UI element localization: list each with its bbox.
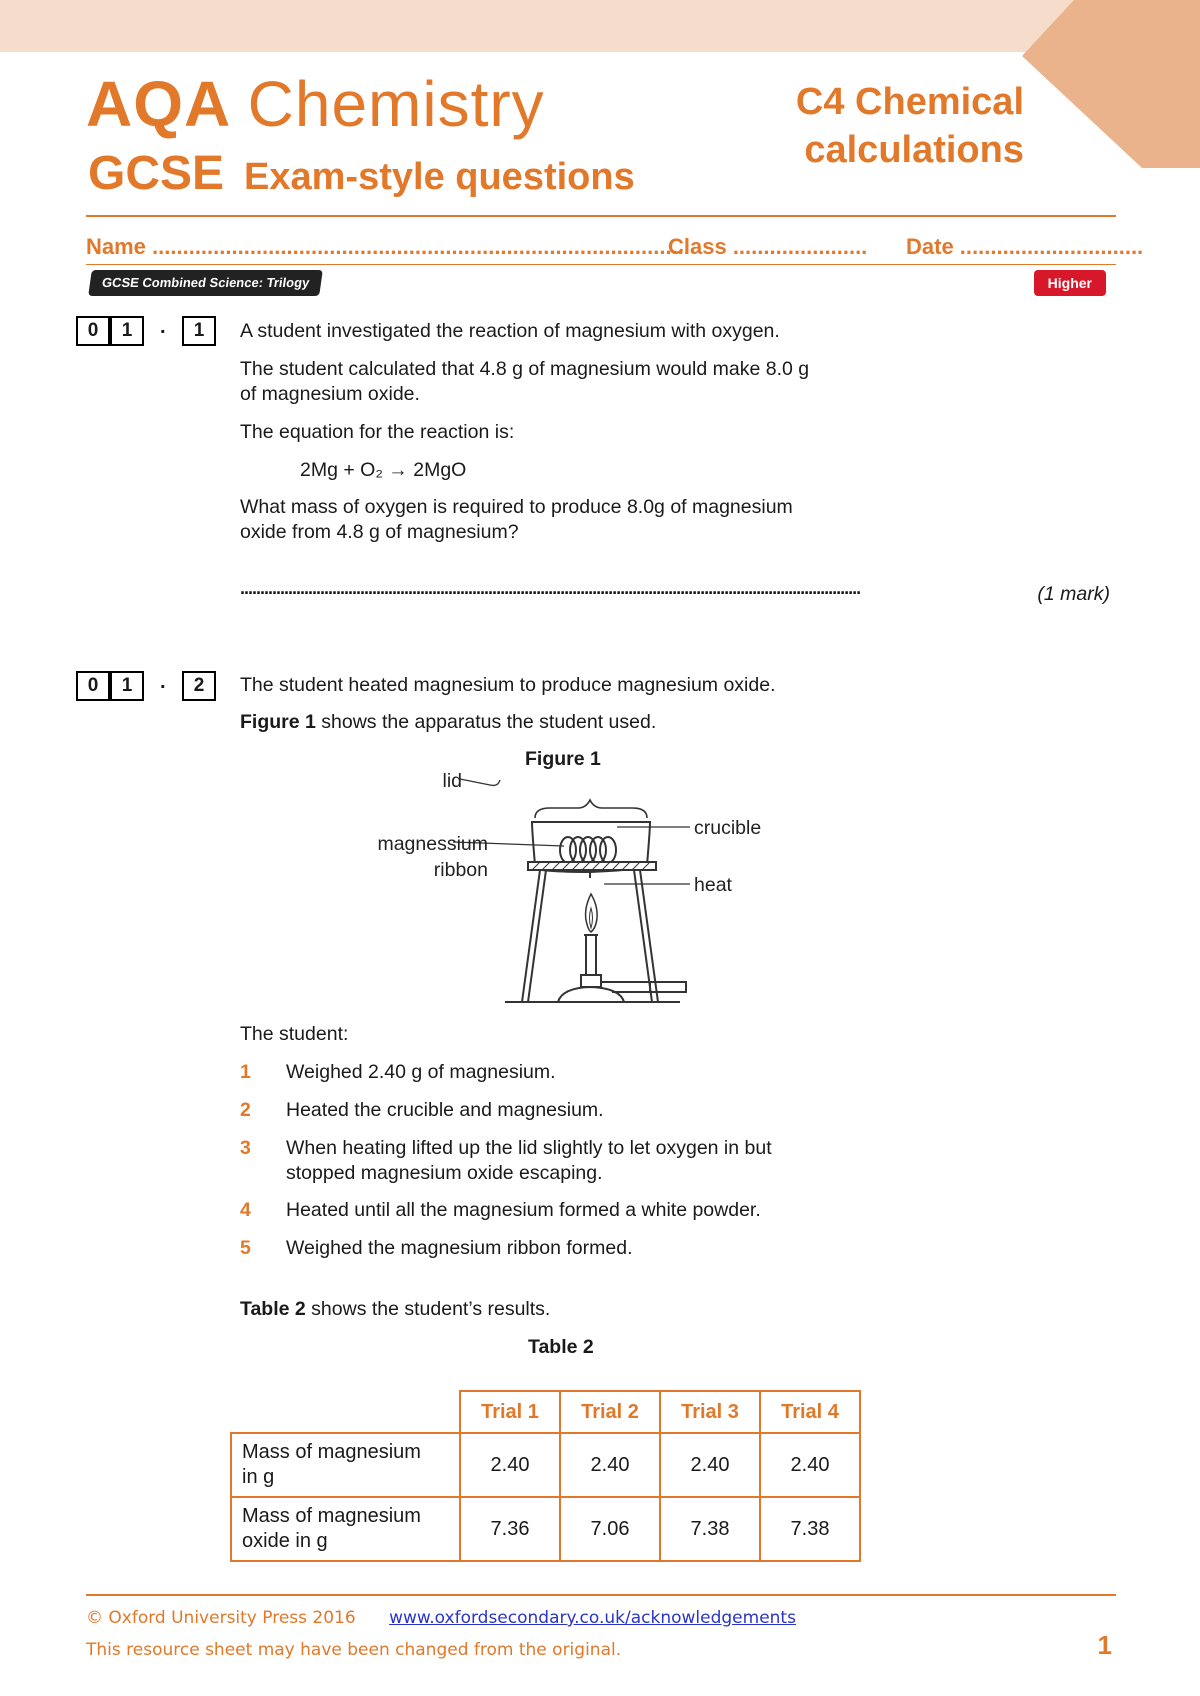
table-cell: 2.40 bbox=[760, 1433, 860, 1497]
label-lid: lid bbox=[442, 770, 462, 792]
qnum-part: 1 bbox=[182, 316, 216, 346]
qnum-dot: . bbox=[160, 316, 166, 338]
corner-decoration bbox=[1022, 0, 1200, 168]
topic-line-2: calculations bbox=[804, 129, 1024, 171]
step-text: Heated until all the magnesium formed a white powder. bbox=[286, 1199, 761, 1221]
lid-brace bbox=[535, 800, 647, 818]
step-text: Weighed the magnesium ribbon formed. bbox=[286, 1237, 633, 1259]
question-number-01-1 bbox=[76, 316, 226, 344]
row-label-line-2: oxide in g bbox=[242, 1530, 328, 1552]
step-number: 3 bbox=[240, 1137, 251, 1159]
qnum-dot: . bbox=[160, 671, 166, 693]
table-cell: 7.38 bbox=[760, 1497, 860, 1561]
q1-question-line-1: What mass of oxygen is required to produce 8.0g of magnesium bbox=[240, 496, 793, 518]
label-heat: heat bbox=[694, 874, 732, 896]
step-1 bbox=[240, 1060, 940, 1098]
step-2 bbox=[240, 1098, 940, 1136]
step-text: Heated the crucible and magnesium. bbox=[286, 1099, 604, 1121]
column-header: Trial 2 bbox=[560, 1391, 660, 1433]
brand-aqa: AQA bbox=[86, 68, 229, 140]
topic-title bbox=[796, 78, 1024, 174]
details-rule bbox=[86, 264, 1116, 265]
qnum-digit-2: 1 bbox=[110, 316, 144, 346]
label-magnesium-line-1: magnessium bbox=[377, 833, 488, 855]
step-3 bbox=[240, 1136, 940, 1198]
footer-credits bbox=[86, 1608, 796, 1628]
figure-1-apparatus bbox=[350, 770, 800, 1015]
table-cell: 7.38 bbox=[660, 1497, 760, 1561]
brand-gcse: GCSE bbox=[88, 147, 225, 200]
step-text-cont: stopped magnesium oxide escaping. bbox=[286, 1162, 603, 1184]
question-number-01-2 bbox=[76, 671, 226, 699]
row-label-line-1: Mass of magnesium bbox=[242, 1505, 421, 1527]
brand-title bbox=[86, 68, 545, 140]
q1-question-line-2: oxide from 4.8 g of magnesium? bbox=[240, 521, 519, 543]
q1-equation-intro: The equation for the reaction is: bbox=[240, 421, 515, 443]
header-rule bbox=[86, 215, 1116, 217]
acknowledgements-link[interactable]: www.oxfordsecondary.co.uk/acknowledgements bbox=[389, 1608, 796, 1628]
table-header-row bbox=[231, 1391, 860, 1433]
table-title: Table 2 bbox=[528, 1336, 594, 1358]
date-field[interactable]: Date .............................. bbox=[906, 234, 1144, 259]
table-cell: 2.40 bbox=[560, 1433, 660, 1497]
course-tag: GCSE Combined Science: Trilogy bbox=[88, 270, 323, 296]
table-row bbox=[231, 1433, 860, 1497]
q1-intro: A student investigated the reaction of magnesium with oxygen. bbox=[240, 320, 780, 342]
tier-tag: Higher bbox=[1034, 270, 1106, 296]
table-cell: 2.40 bbox=[660, 1433, 760, 1497]
table-ref-bold: Table 2 bbox=[240, 1298, 306, 1320]
step-number: 5 bbox=[240, 1237, 251, 1259]
copyright: © Oxford University Press 2016 bbox=[86, 1608, 356, 1628]
step-number: 1 bbox=[240, 1061, 251, 1083]
class-field[interactable]: Class ...................... bbox=[668, 234, 868, 259]
step-5 bbox=[240, 1236, 940, 1274]
q1-marks: (1 mark) bbox=[1037, 583, 1110, 605]
brand-subject: Chemistry bbox=[247, 68, 545, 140]
column-header: Trial 1 bbox=[460, 1391, 560, 1433]
label-magnesium-line-2: ribbon bbox=[433, 859, 488, 881]
step-text: When heating lifted up the lid slightly to let oxygen in but bbox=[286, 1137, 772, 1159]
footer-rule bbox=[86, 1594, 1116, 1596]
qnum-digit-2: 1 bbox=[110, 671, 144, 701]
step-number: 4 bbox=[240, 1199, 251, 1221]
table-cell: 7.36 bbox=[460, 1497, 560, 1561]
q1-calc-line-1: The student calculated that 4.8 g of magnesium would make 8.0 g bbox=[240, 358, 810, 380]
footer-note: This resource sheet may have been changed from the original. bbox=[86, 1640, 622, 1660]
q1-calc-line-2: of magnesium oxide. bbox=[240, 383, 420, 405]
bunsen-burner bbox=[558, 935, 686, 1002]
steps-intro: The student: bbox=[240, 1023, 349, 1045]
step-text: Weighed 2.40 g of magnesium. bbox=[286, 1061, 556, 1083]
brand-subtitle bbox=[88, 147, 635, 200]
table-ref bbox=[240, 1297, 550, 1322]
q1-answer-line[interactable]: ........................................................................................................................................................... bbox=[240, 578, 861, 598]
row-label bbox=[231, 1433, 460, 1497]
brand-type: Exam-style questions bbox=[244, 156, 635, 198]
qnum-part: 2 bbox=[182, 671, 216, 701]
row-label-line-2: in g bbox=[242, 1466, 275, 1488]
tripod-top bbox=[528, 862, 656, 870]
label-crucible: crucible bbox=[694, 817, 762, 839]
step-number: 2 bbox=[240, 1099, 251, 1121]
table-cell: 2.40 bbox=[460, 1433, 560, 1497]
q1-equation: 2Mg + O₂ → 2MgO bbox=[300, 459, 467, 481]
q2-figure-ref bbox=[240, 710, 656, 735]
table-ref-rest: shows the student’s results. bbox=[305, 1298, 551, 1320]
top-band bbox=[0, 0, 1200, 52]
column-header: Trial 3 bbox=[660, 1391, 760, 1433]
qnum-digit-1: 0 bbox=[76, 316, 110, 346]
table-corner-cell bbox=[231, 1391, 460, 1433]
row-label bbox=[231, 1497, 460, 1561]
steps-list bbox=[240, 1060, 940, 1274]
name-field[interactable]: Name ........................................................................................ bbox=[86, 234, 690, 259]
figure-title: Figure 1 bbox=[525, 748, 601, 770]
qnum-digit-1: 0 bbox=[76, 671, 110, 701]
results-table bbox=[230, 1390, 861, 1562]
q2-intro: The student heated magnesium to produce magnesium oxide. bbox=[240, 674, 776, 696]
table-cell: 7.06 bbox=[560, 1497, 660, 1561]
topic-line-1: C4 Chemical bbox=[795, 81, 1024, 123]
column-header: Trial 4 bbox=[760, 1391, 860, 1433]
step-4 bbox=[240, 1198, 940, 1236]
page-number: 1 bbox=[1097, 1630, 1112, 1660]
figure-ref-rest: shows the apparatus the student used. bbox=[315, 711, 657, 733]
figure-ref-bold: Figure 1 bbox=[240, 711, 316, 733]
table-row bbox=[231, 1497, 860, 1561]
row-label-line-1: Mass of magnesium bbox=[242, 1441, 421, 1463]
